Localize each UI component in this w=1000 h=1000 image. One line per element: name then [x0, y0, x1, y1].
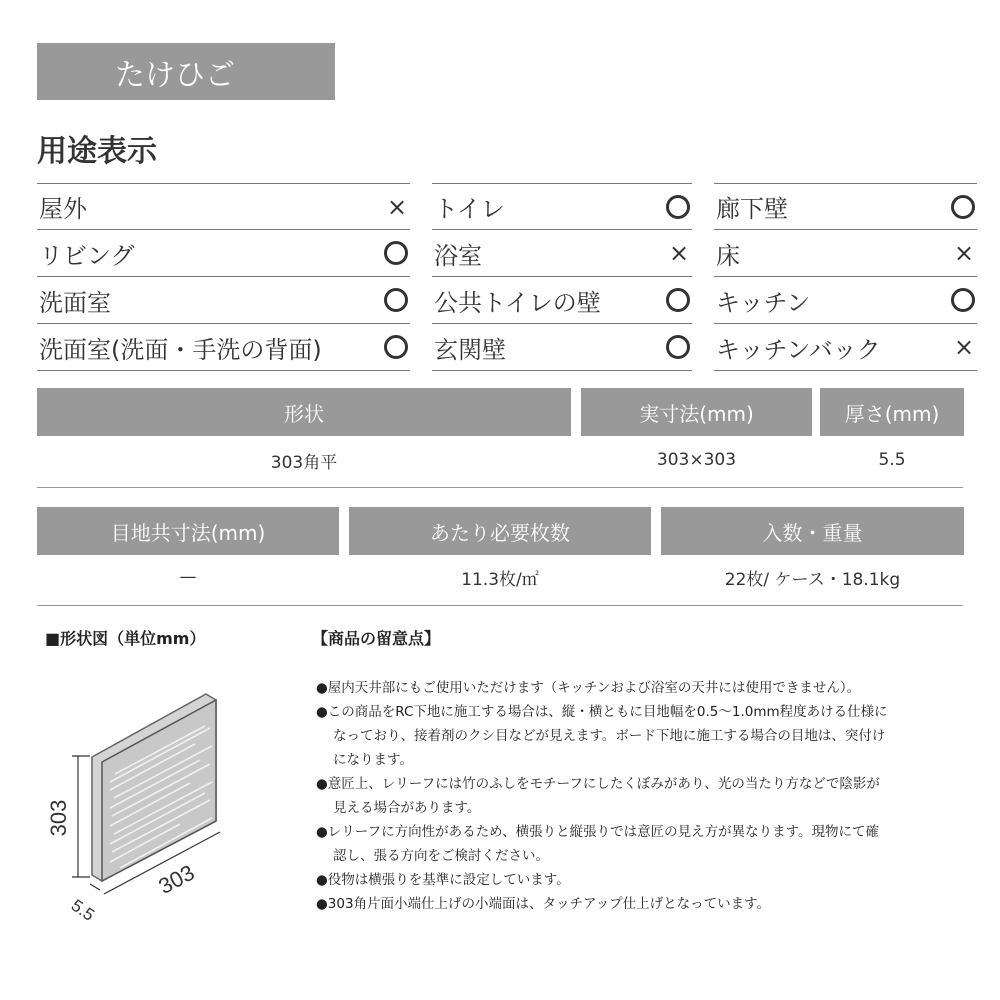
note-line: になります。 [333, 752, 413, 768]
divider [37, 487, 963, 488]
spec-value-thickness: 5.5 [878, 450, 906, 470]
note-line: 認し、張る方向をご検討ください。 [333, 848, 549, 864]
notes-list [316, 676, 976, 916]
note-line: なっており、接着剤のクシ目などが見えます。ボード下地に施工する場合の目地は、突付け [333, 728, 886, 744]
usage-name: リビング [39, 241, 135, 270]
width-dimension-label: 303 [154, 859, 199, 900]
spec-value-shape: 303角平 [270, 452, 338, 473]
usage-name: 床 [716, 241, 740, 270]
usage-name: 浴室 [434, 241, 482, 270]
usage-item [714, 324, 977, 371]
usage-name: キッチンバック [716, 335, 881, 364]
cross-mark-icon: × [386, 192, 408, 221]
usage-item [714, 277, 977, 324]
usage-item [432, 183, 692, 230]
note-line: ●屋内天井部にもご使用いただけます（キッチンおよび浴室の天井には使用できません）。 [316, 680, 861, 696]
usage-item [432, 324, 692, 371]
usage-section-title: 用途表示 [37, 134, 157, 169]
circle-mark-icon [666, 288, 690, 312]
usage-name: キッチン [716, 288, 811, 317]
spec-value-joint-size: — [179, 567, 197, 587]
divider [37, 605, 963, 606]
usage-item [37, 183, 410, 230]
spec-header-size: 実寸法(mm) [581, 388, 812, 436]
usage-name: 洗面室 [39, 288, 111, 317]
usage-item [714, 183, 977, 230]
circle-mark-icon [951, 288, 975, 312]
circle-mark-icon [666, 195, 690, 219]
spec-header-thickness: 厚さ(mm) [820, 388, 964, 436]
usage-item [37, 230, 410, 277]
notes-title: 【商品の留意点】 [312, 629, 441, 648]
usage-item [432, 230, 692, 277]
note-line: ●303角片面小端仕上げの小端面は、タッチアップ仕上げとなっています。 [316, 896, 771, 912]
usage-name: 屋外 [39, 195, 87, 223]
usage-item [432, 277, 692, 324]
spec-header-quantity-weight: 入数・重量 [661, 507, 964, 555]
note-line: ●レリーフに方向性があるため、横張りと縦張りでは意匠の見え方が異なります。現物にて確 [316, 824, 879, 840]
spec-value-quantity-weight: 22枚/ ケース・18.1kg [724, 569, 901, 590]
usage-item [37, 277, 410, 324]
usage-name: 公共トイレの壁 [434, 288, 601, 317]
product-title: たけひご [37, 43, 335, 100]
note-line: ●この商品をRC下地に施工する場合は、縦・横ともに目地幅を0.5〜1.0mm程度あける仕様に [316, 704, 888, 720]
circle-mark-icon [384, 241, 408, 265]
cross-mark-icon: × [668, 239, 690, 267]
usage-name: トイレ [434, 195, 505, 223]
note-line: 見える場合があります。 [333, 800, 481, 816]
thickness-dimension-line [90, 884, 100, 890]
circle-mark-icon [384, 288, 408, 312]
spec-value-size: 303×303 [656, 450, 737, 470]
spec-header-joint-size: 目地共寸法(mm) [37, 507, 339, 555]
usage-item [37, 324, 410, 371]
usage-name: 廊下壁 [716, 195, 788, 223]
usage-item [714, 230, 977, 277]
note-line: ●役物は横張りを基準に設定しています。 [316, 872, 570, 888]
diagram-title: ■形状図（単位mm） [45, 629, 206, 648]
spec-header-shape: 形状 [37, 388, 571, 436]
tile-shape-diagram [40, 690, 240, 940]
spec-value-required-count: 11.3枚/㎡ [461, 569, 539, 590]
usage-name: 玄関壁 [434, 335, 506, 364]
circle-mark-icon [666, 335, 690, 359]
note-line: ●意匠上、レリーフには竹のふしをモチーフにしたくぼみがあり、光の当たり方などで陰影が [316, 776, 880, 792]
usage-name: 洗面室(洗面・手洗の背面) [39, 335, 322, 364]
height-dimension-label: 303 [46, 799, 71, 837]
circle-mark-icon [951, 195, 975, 219]
cross-mark-icon: × [953, 239, 975, 267]
cross-mark-icon: × [953, 333, 975, 361]
circle-mark-icon [384, 335, 408, 359]
spec-header-required-count: あたり必要枚数 [349, 507, 651, 555]
thickness-dimension-label: 5.5 [67, 895, 98, 925]
